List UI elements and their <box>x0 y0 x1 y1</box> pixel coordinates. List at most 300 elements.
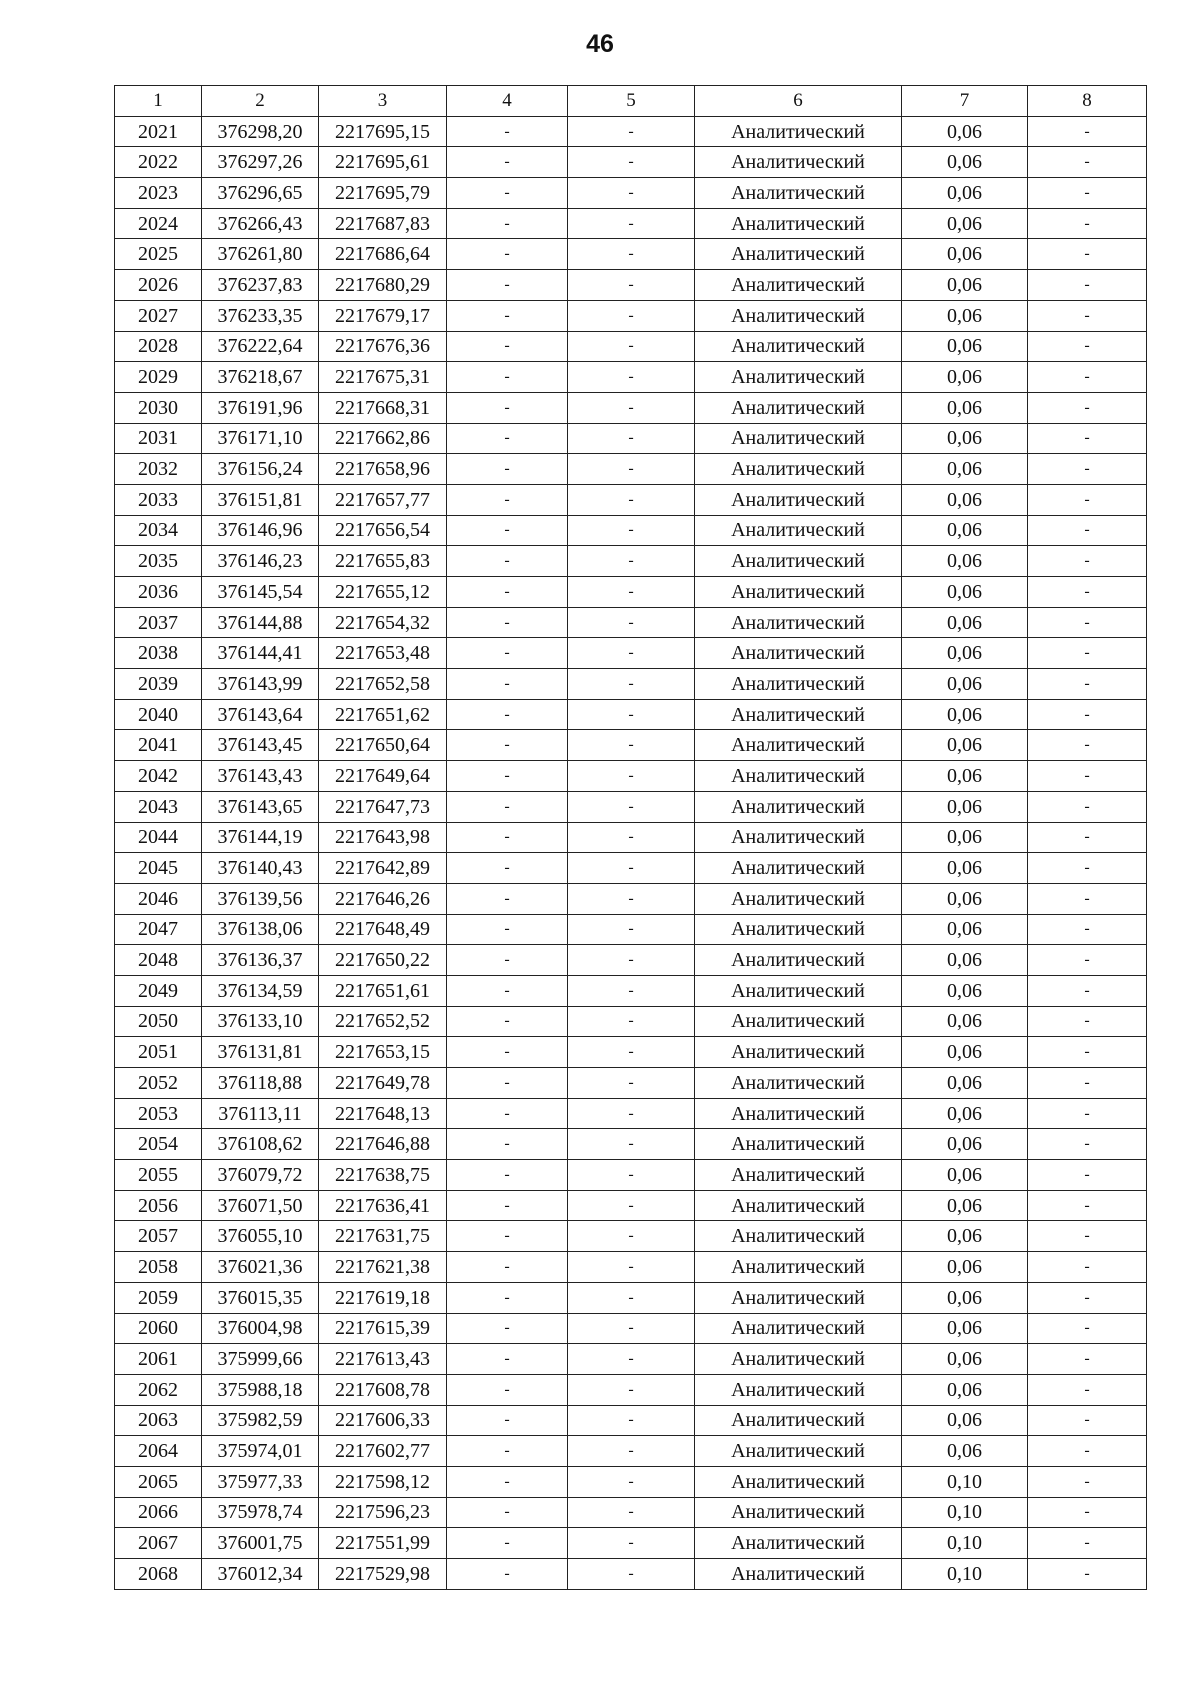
accuracy-cell: 0,06 <box>902 1344 1028 1375</box>
x-coordinate-cell: 376139,56 <box>202 883 319 914</box>
column-8-cell: - <box>1028 1313 1147 1344</box>
column-5-cell: - <box>568 791 695 822</box>
y-coordinate-cell: 2217695,79 <box>319 178 447 209</box>
table-row <box>115 239 1147 270</box>
column-5-cell: - <box>568 1129 695 1160</box>
column-4-cell: - <box>447 975 568 1006</box>
point-number-cell: 2062 <box>115 1374 202 1405</box>
x-coordinate-cell: 376079,72 <box>202 1160 319 1191</box>
column-4-cell: - <box>447 577 568 608</box>
x-coordinate-cell: 376146,23 <box>202 546 319 577</box>
column-4-cell: - <box>447 853 568 884</box>
point-number-cell: 2049 <box>115 975 202 1006</box>
point-number-cell: 2022 <box>115 147 202 178</box>
column-5-cell: - <box>568 1466 695 1497</box>
accuracy-cell: 0,06 <box>902 1129 1028 1160</box>
table-row <box>115 761 1147 792</box>
method-cell: Аналитический <box>695 638 902 669</box>
column-8-cell: - <box>1028 1282 1147 1313</box>
point-number-cell: 2045 <box>115 853 202 884</box>
table-row <box>115 423 1147 454</box>
column-4-cell: - <box>447 1497 568 1528</box>
column-5-cell: - <box>568 1282 695 1313</box>
method-cell: Аналитический <box>695 270 902 301</box>
table-row <box>115 116 1147 147</box>
column-4-cell: - <box>447 1068 568 1099</box>
column-4-cell: - <box>447 791 568 822</box>
x-coordinate-cell: 376055,10 <box>202 1221 319 1252</box>
column-4-cell: - <box>447 730 568 761</box>
accuracy-cell: 0,06 <box>902 331 1028 362</box>
column-8-cell: - <box>1028 1006 1147 1037</box>
y-coordinate-cell: 2217695,15 <box>319 116 447 147</box>
point-number-cell: 2055 <box>115 1160 202 1191</box>
y-coordinate-cell: 2217643,98 <box>319 822 447 853</box>
y-coordinate-cell: 2217636,41 <box>319 1190 447 1221</box>
table-row <box>115 1559 1147 1590</box>
point-number-cell: 2056 <box>115 1190 202 1221</box>
accuracy-cell: 0,06 <box>902 239 1028 270</box>
column-5-cell: - <box>568 331 695 362</box>
y-coordinate-cell: 2217638,75 <box>319 1160 447 1191</box>
table-row <box>115 730 1147 761</box>
table-row <box>115 853 1147 884</box>
table-row <box>115 791 1147 822</box>
column-4-cell: - <box>447 270 568 301</box>
table-row <box>115 1221 1147 1252</box>
point-number-cell: 2038 <box>115 638 202 669</box>
accuracy-cell: 0,06 <box>902 270 1028 301</box>
accuracy-cell: 0,06 <box>902 1160 1028 1191</box>
x-coordinate-cell: 376143,64 <box>202 699 319 730</box>
point-number-cell: 2065 <box>115 1466 202 1497</box>
column-header: 3 <box>319 86 447 117</box>
point-number-cell: 2058 <box>115 1252 202 1283</box>
column-4-cell: - <box>447 1374 568 1405</box>
y-coordinate-cell: 2217598,12 <box>319 1466 447 1497</box>
column-8-cell: - <box>1028 577 1147 608</box>
coordinates-table <box>114 85 1147 1590</box>
method-cell: Аналитический <box>695 975 902 1006</box>
column-8-cell: - <box>1028 1160 1147 1191</box>
column-5-cell: - <box>568 1221 695 1252</box>
column-4-cell: - <box>447 178 568 209</box>
header-row <box>115 86 1147 117</box>
method-cell: Аналитический <box>695 178 902 209</box>
method-cell: Аналитический <box>695 331 902 362</box>
accuracy-cell: 0,06 <box>902 1098 1028 1129</box>
method-cell: Аналитический <box>695 1497 902 1528</box>
column-4-cell: - <box>447 1313 568 1344</box>
column-8-cell: - <box>1028 1037 1147 1068</box>
method-cell: Аналитический <box>695 1006 902 1037</box>
accuracy-cell: 0,06 <box>902 454 1028 485</box>
column-5-cell: - <box>568 1068 695 1099</box>
accuracy-cell: 0,06 <box>902 1190 1028 1221</box>
column-8-cell: - <box>1028 822 1147 853</box>
x-coordinate-cell: 376297,26 <box>202 147 319 178</box>
column-header: 7 <box>902 86 1028 117</box>
column-5-cell: - <box>568 1190 695 1221</box>
x-coordinate-cell: 376071,50 <box>202 1190 319 1221</box>
accuracy-cell: 0,06 <box>902 1313 1028 1344</box>
column-5-cell: - <box>568 853 695 884</box>
point-number-cell: 2063 <box>115 1405 202 1436</box>
column-8-cell: - <box>1028 178 1147 209</box>
column-4-cell: - <box>447 1037 568 1068</box>
method-cell: Аналитический <box>695 730 902 761</box>
accuracy-cell: 0,06 <box>902 515 1028 546</box>
accuracy-cell: 0,06 <box>902 1006 1028 1037</box>
point-number-cell: 2050 <box>115 1006 202 1037</box>
column-8-cell: - <box>1028 300 1147 331</box>
y-coordinate-cell: 2217652,58 <box>319 669 447 700</box>
column-4-cell: - <box>447 822 568 853</box>
column-8-cell: - <box>1028 669 1147 700</box>
method-cell: Аналитический <box>695 761 902 792</box>
column-5-cell: - <box>568 1559 695 1590</box>
point-number-cell: 2025 <box>115 239 202 270</box>
x-coordinate-cell: 376144,88 <box>202 607 319 638</box>
column-5-cell: - <box>568 1160 695 1191</box>
column-4-cell: - <box>447 699 568 730</box>
y-coordinate-cell: 2217529,98 <box>319 1559 447 1590</box>
column-5-cell: - <box>568 883 695 914</box>
method-cell: Аналитический <box>695 362 902 393</box>
column-8-cell: - <box>1028 270 1147 301</box>
column-4-cell: - <box>447 484 568 515</box>
method-cell: Аналитический <box>695 116 902 147</box>
x-coordinate-cell: 376001,75 <box>202 1528 319 1559</box>
table-header <box>115 86 1147 117</box>
table-row <box>115 178 1147 209</box>
y-coordinate-cell: 2217655,83 <box>319 546 447 577</box>
point-number-cell: 2028 <box>115 331 202 362</box>
method-cell: Аналитический <box>695 1037 902 1068</box>
method-cell: Аналитический <box>695 1559 902 1590</box>
column-header: 6 <box>695 86 902 117</box>
point-number-cell: 2036 <box>115 577 202 608</box>
column-8-cell: - <box>1028 761 1147 792</box>
y-coordinate-cell: 2217651,61 <box>319 975 447 1006</box>
accuracy-cell: 0,06 <box>902 638 1028 669</box>
point-number-cell: 2030 <box>115 392 202 423</box>
table-row <box>115 1006 1147 1037</box>
column-8-cell: - <box>1028 331 1147 362</box>
accuracy-cell: 0,06 <box>902 1037 1028 1068</box>
column-8-cell: - <box>1028 1252 1147 1283</box>
x-coordinate-cell: 376108,62 <box>202 1129 319 1160</box>
column-5-cell: - <box>568 607 695 638</box>
column-4-cell: - <box>447 1559 568 1590</box>
table-row <box>115 1160 1147 1191</box>
accuracy-cell: 0,10 <box>902 1528 1028 1559</box>
column-8-cell: - <box>1028 730 1147 761</box>
column-header: 4 <box>447 86 568 117</box>
accuracy-cell: 0,06 <box>902 791 1028 822</box>
column-4-cell: - <box>447 208 568 239</box>
column-4-cell: - <box>447 423 568 454</box>
column-8-cell: - <box>1028 239 1147 270</box>
table-row <box>115 1466 1147 1497</box>
y-coordinate-cell: 2217649,64 <box>319 761 447 792</box>
table-row <box>115 1497 1147 1528</box>
column-5-cell: - <box>568 300 695 331</box>
point-number-cell: 2053 <box>115 1098 202 1129</box>
accuracy-cell: 0,06 <box>902 669 1028 700</box>
column-4-cell: - <box>447 669 568 700</box>
x-coordinate-cell: 376261,80 <box>202 239 319 270</box>
x-coordinate-cell: 376298,20 <box>202 116 319 147</box>
method-cell: Аналитический <box>695 147 902 178</box>
table-body <box>115 116 1147 1589</box>
column-8-cell: - <box>1028 1129 1147 1160</box>
point-number-cell: 2023 <box>115 178 202 209</box>
table-row <box>115 699 1147 730</box>
x-coordinate-cell: 376233,35 <box>202 300 319 331</box>
column-4-cell: - <box>447 362 568 393</box>
accuracy-cell: 0,06 <box>902 730 1028 761</box>
column-8-cell: - <box>1028 883 1147 914</box>
table-row <box>115 822 1147 853</box>
method-cell: Аналитический <box>695 822 902 853</box>
column-5-cell: - <box>568 454 695 485</box>
x-coordinate-cell: 375977,33 <box>202 1466 319 1497</box>
x-coordinate-cell: 376191,96 <box>202 392 319 423</box>
accuracy-cell: 0,10 <box>902 1497 1028 1528</box>
method-cell: Аналитический <box>695 454 902 485</box>
column-4-cell: - <box>447 392 568 423</box>
accuracy-cell: 0,06 <box>902 208 1028 239</box>
x-coordinate-cell: 376113,11 <box>202 1098 319 1129</box>
x-coordinate-cell: 376131,81 <box>202 1037 319 1068</box>
point-number-cell: 2031 <box>115 423 202 454</box>
y-coordinate-cell: 2217656,54 <box>319 515 447 546</box>
column-4-cell: - <box>447 239 568 270</box>
table-row <box>115 392 1147 423</box>
x-coordinate-cell: 376015,35 <box>202 1282 319 1313</box>
x-coordinate-cell: 376171,10 <box>202 423 319 454</box>
table-row <box>115 270 1147 301</box>
method-cell: Аналитический <box>695 1528 902 1559</box>
table-row <box>115 515 1147 546</box>
method-cell: Аналитический <box>695 1068 902 1099</box>
y-coordinate-cell: 2217602,77 <box>319 1436 447 1467</box>
point-number-cell: 2054 <box>115 1129 202 1160</box>
column-5-cell: - <box>568 945 695 976</box>
column-5-cell: - <box>568 208 695 239</box>
column-4-cell: - <box>447 1436 568 1467</box>
x-coordinate-cell: 376218,67 <box>202 362 319 393</box>
column-8-cell: - <box>1028 116 1147 147</box>
column-8-cell: - <box>1028 975 1147 1006</box>
column-8-cell: - <box>1028 392 1147 423</box>
y-coordinate-cell: 2217651,62 <box>319 699 447 730</box>
y-coordinate-cell: 2217679,17 <box>319 300 447 331</box>
accuracy-cell: 0,06 <box>902 116 1028 147</box>
column-4-cell: - <box>447 1098 568 1129</box>
accuracy-cell: 0,06 <box>902 1374 1028 1405</box>
table-row <box>115 1252 1147 1283</box>
column-8-cell: - <box>1028 1405 1147 1436</box>
column-4-cell: - <box>447 454 568 485</box>
point-number-cell: 2061 <box>115 1344 202 1375</box>
column-5-cell: - <box>568 1098 695 1129</box>
accuracy-cell: 0,06 <box>902 1221 1028 1252</box>
page-number: 46 <box>586 30 614 58</box>
table-row <box>115 883 1147 914</box>
column-8-cell: - <box>1028 699 1147 730</box>
table-row <box>115 1405 1147 1436</box>
point-number-cell: 2060 <box>115 1313 202 1344</box>
method-cell: Аналитический <box>695 1344 902 1375</box>
table-row <box>115 607 1147 638</box>
column-4-cell: - <box>447 761 568 792</box>
column-4-cell: - <box>447 1466 568 1497</box>
x-coordinate-cell: 376144,41 <box>202 638 319 669</box>
y-coordinate-cell: 2217654,32 <box>319 607 447 638</box>
point-number-cell: 2035 <box>115 546 202 577</box>
y-coordinate-cell: 2217646,88 <box>319 1129 447 1160</box>
table-row <box>115 208 1147 239</box>
column-4-cell: - <box>447 1528 568 1559</box>
column-header: 8 <box>1028 86 1147 117</box>
x-coordinate-cell: 376134,59 <box>202 975 319 1006</box>
method-cell: Аналитический <box>695 853 902 884</box>
column-header: 5 <box>568 86 695 117</box>
column-8-cell: - <box>1028 1466 1147 1497</box>
column-8-cell: - <box>1028 1528 1147 1559</box>
column-8-cell: - <box>1028 1374 1147 1405</box>
table-row <box>115 454 1147 485</box>
y-coordinate-cell: 2217658,96 <box>319 454 447 485</box>
x-coordinate-cell: 376237,83 <box>202 270 319 301</box>
accuracy-cell: 0,06 <box>902 1068 1028 1099</box>
table-row <box>115 638 1147 669</box>
column-8-cell: - <box>1028 1068 1147 1099</box>
y-coordinate-cell: 2217631,75 <box>319 1221 447 1252</box>
column-4-cell: - <box>447 1006 568 1037</box>
column-5-cell: - <box>568 669 695 700</box>
point-number-cell: 2040 <box>115 699 202 730</box>
table-row <box>115 1436 1147 1467</box>
y-coordinate-cell: 2217655,12 <box>319 577 447 608</box>
y-coordinate-cell: 2217662,86 <box>319 423 447 454</box>
table-row <box>115 484 1147 515</box>
point-number-cell: 2039 <box>115 669 202 700</box>
y-coordinate-cell: 2217668,31 <box>319 392 447 423</box>
accuracy-cell: 0,06 <box>902 853 1028 884</box>
column-8-cell: - <box>1028 1559 1147 1590</box>
y-coordinate-cell: 2217650,64 <box>319 730 447 761</box>
column-8-cell: - <box>1028 1344 1147 1375</box>
column-5-cell: - <box>568 822 695 853</box>
y-coordinate-cell: 2217642,89 <box>319 853 447 884</box>
table-row <box>115 1528 1147 1559</box>
accuracy-cell: 0,06 <box>902 699 1028 730</box>
method-cell: Аналитический <box>695 1282 902 1313</box>
x-coordinate-cell: 376004,98 <box>202 1313 319 1344</box>
column-4-cell: - <box>447 515 568 546</box>
method-cell: Аналитический <box>695 669 902 700</box>
x-coordinate-cell: 376143,45 <box>202 730 319 761</box>
column-4-cell: - <box>447 1252 568 1283</box>
x-coordinate-cell: 376146,96 <box>202 515 319 546</box>
accuracy-cell: 0,06 <box>902 1282 1028 1313</box>
x-coordinate-cell: 376143,43 <box>202 761 319 792</box>
y-coordinate-cell: 2217649,78 <box>319 1068 447 1099</box>
column-5-cell: - <box>568 546 695 577</box>
column-5-cell: - <box>568 239 695 270</box>
y-coordinate-cell: 2217596,23 <box>319 1497 447 1528</box>
y-coordinate-cell: 2217652,52 <box>319 1006 447 1037</box>
y-coordinate-cell: 2217647,73 <box>319 791 447 822</box>
method-cell: Аналитический <box>695 1252 902 1283</box>
method-cell: Аналитический <box>695 546 902 577</box>
method-cell: Аналитический <box>695 515 902 546</box>
y-coordinate-cell: 2217657,77 <box>319 484 447 515</box>
column-8-cell: - <box>1028 454 1147 485</box>
column-8-cell: - <box>1028 945 1147 976</box>
method-cell: Аналитический <box>695 1405 902 1436</box>
point-number-cell: 2033 <box>115 484 202 515</box>
column-5-cell: - <box>568 1252 695 1283</box>
method-cell: Аналитический <box>695 1466 902 1497</box>
y-coordinate-cell: 2217551,99 <box>319 1528 447 1559</box>
method-cell: Аналитический <box>695 300 902 331</box>
column-8-cell: - <box>1028 1190 1147 1221</box>
y-coordinate-cell: 2217653,48 <box>319 638 447 669</box>
accuracy-cell: 0,10 <box>902 1559 1028 1590</box>
accuracy-cell: 0,06 <box>902 300 1028 331</box>
table-row <box>115 546 1147 577</box>
accuracy-cell: 0,06 <box>902 362 1028 393</box>
y-coordinate-cell: 2217680,29 <box>319 270 447 301</box>
method-cell: Аналитический <box>695 392 902 423</box>
method-cell: Аналитический <box>695 883 902 914</box>
table-row <box>115 669 1147 700</box>
x-coordinate-cell: 376151,81 <box>202 484 319 515</box>
accuracy-cell: 0,06 <box>902 883 1028 914</box>
x-coordinate-cell: 376140,43 <box>202 853 319 884</box>
column-5-cell: - <box>568 392 695 423</box>
point-number-cell: 2021 <box>115 116 202 147</box>
column-4-cell: - <box>447 914 568 945</box>
table-row <box>115 300 1147 331</box>
method-cell: Аналитический <box>695 1129 902 1160</box>
column-5-cell: - <box>568 484 695 515</box>
accuracy-cell: 0,06 <box>902 945 1028 976</box>
accuracy-cell: 0,06 <box>902 423 1028 454</box>
y-coordinate-cell: 2217648,13 <box>319 1098 447 1129</box>
y-coordinate-cell: 2217675,31 <box>319 362 447 393</box>
column-4-cell: - <box>447 883 568 914</box>
table-row <box>115 1374 1147 1405</box>
column-8-cell: - <box>1028 423 1147 454</box>
y-coordinate-cell: 2217686,64 <box>319 239 447 270</box>
x-coordinate-cell: 376118,88 <box>202 1068 319 1099</box>
method-cell: Аналитический <box>695 791 902 822</box>
column-5-cell: - <box>568 1528 695 1559</box>
method-cell: Аналитический <box>695 577 902 608</box>
point-number-cell: 2067 <box>115 1528 202 1559</box>
accuracy-cell: 0,06 <box>902 392 1028 423</box>
column-5-cell: - <box>568 1497 695 1528</box>
x-coordinate-cell: 375999,66 <box>202 1344 319 1375</box>
point-number-cell: 2068 <box>115 1559 202 1590</box>
x-coordinate-cell: 376021,36 <box>202 1252 319 1283</box>
method-cell: Аналитический <box>695 1160 902 1191</box>
